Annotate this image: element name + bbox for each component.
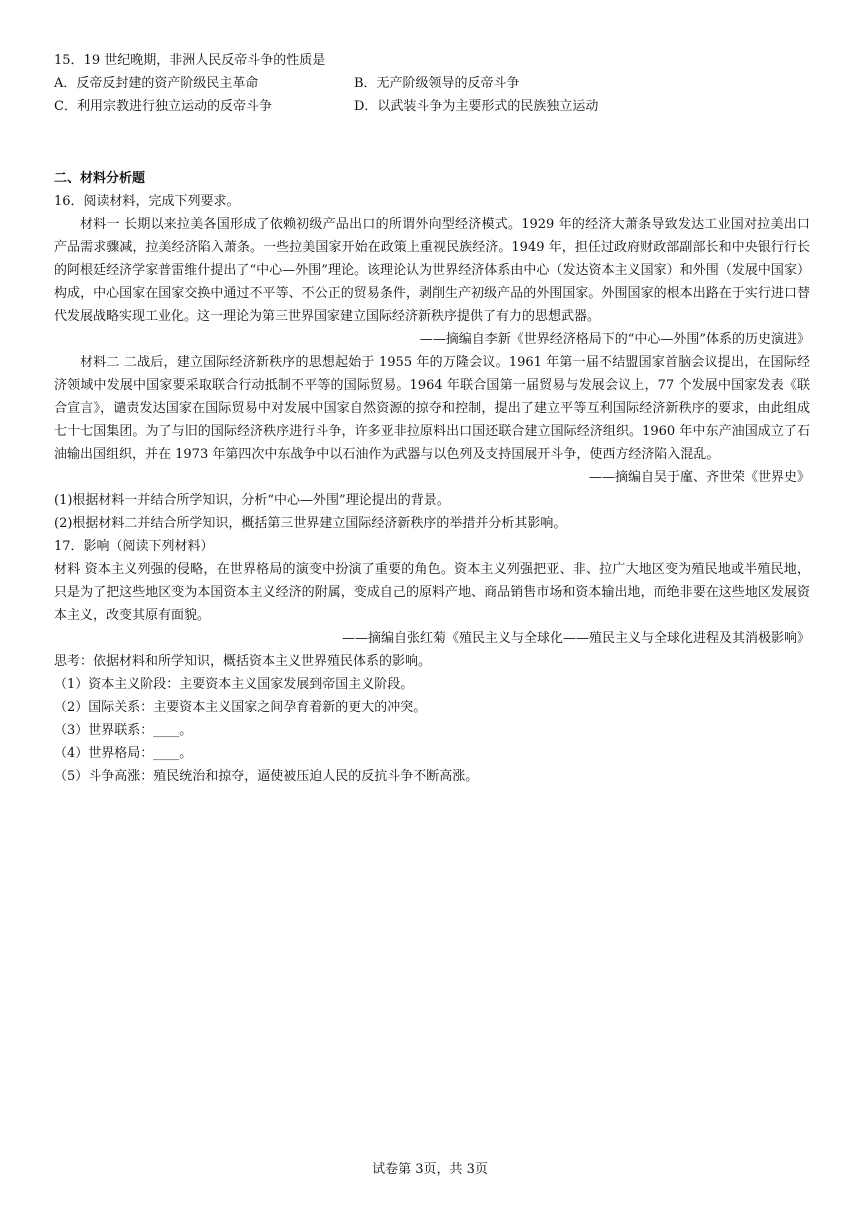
question-15 [54,49,810,118]
q17-item-3[interactable]: （3）世界联系：____。 [54,723,193,738]
q15-stem: 15．19 世纪晚期，非洲人民反帝斗争的性质是 [54,53,326,68]
q15-options-row-2 [54,95,810,118]
q17-item-2: （2）国际关系：主要资本主义国家之间孕育着新的更大的冲突。 [54,700,427,715]
q17-stem: 17．影响（阅读下列材料） [54,539,214,554]
q17-think: 思考：依据材料和所学知识，概括资本主义世界殖民体系的影响。 [54,654,432,669]
q16-source-1: ——摘编自李新《世界经济格局下的“中心—外围”体系的历史演进》 [419,332,810,347]
q16-stem: 16．阅读材料，完成下列要求。 [54,194,240,209]
section-2 [54,167,810,788]
q15-option-a[interactable]: A．反帝反封建的资产阶级民主革命 [54,76,259,91]
q15-option-b[interactable]: B．无产阶级领导的反帝斗争 [354,76,520,91]
q17-source: ——摘编自张红菊《殖民主义与全球化——殖民主义与全球化进程及其消极影响》 [341,631,810,646]
q15-options-row-1 [54,72,810,95]
q17-item-5: （5）斗争高涨：殖民统治和掠夺，逼使被压迫人民的反抗斗争不断高涨。 [54,769,479,784]
section-2-title: 二、材料分析题 [54,171,146,186]
page-footer: 试卷第 3页，共 3页 [372,1162,488,1177]
q17-material: 材料 资本主义列强的侵略，在世界格局的演变中扮演了重要的角色。资本主义列强把亚、非、拉广大地区变为殖民地或半殖民地，只是为了把这些地区变为本国资本主义经济的附属，变成自己的原料产地、商品销售市场和资本输出地，而绝非要在这些地区发展资本主义，改变其原有面貌。 [54,562,810,623]
q16-source-2: ——摘编自吴于廑、齐世荣《世界史》 [588,470,810,485]
q15-option-c[interactable]: C．利用宗教进行独立运动的反帝斗争 [54,99,272,114]
q16-material-1: 材料一 长期以来拉美各国形成了依赖初级产品出口的所谓外向型经济模式。1929 年的经济大萧条导致发达工业国对拉美出口产品需求骤减，拉美经济陷入萧条。一些拉美国家开始在政策上重视民族经济。1949 年，担任过政府财政部副部长和中央银行行长的阿根廷经济学家普雷维什提出了“中心—外围”理论。该理论认为世界经济体系由中心（发达资本主义国家）和外围（发展中国家）构成，中心国家在国家交换中通过不平等、不公正的贸易条件，剥削生产初级产品的外围国家。外围国家的根本出路在于实行进口替代发展战略实现工业化。这一理论为第三世界国家建立国际经济新秩序提供了有力的思想武器。 [54,217,810,324]
q17-item-1: （1）资本主义阶段：主要资本主义国家发展到帝国主义阶段。 [54,677,414,692]
q15-option-d[interactable]: D．以武装斗争为主要形式的民族独立运动 [354,99,599,114]
q16-sub-question-2: (2)根据材料二并结合所学知识，概括第三世界建立国际经济新秩序的举措并分析其影响。 [54,516,567,531]
q17-item-4[interactable]: （4）世界格局：____。 [54,746,193,761]
q16-sub-question-1: (1)根据材料一并结合所学知识，分析“中心—外围”理论提出的背景。 [54,493,450,508]
q16-material-2: 材料二 二战后，建立国际经济新秩序的思想起始于 1955 年的万隆会议。1961 年第一届不结盟国家首脑会议提出，在国际经济领域中发展中国家要采取联合行动抵制不平等的国际贸易。1964 年联合国第一届贸易与发展会议上，77 个发展中国家发表《联合宣言》，谴责发达国家在国际贸易中对发展中国家自然资源的掠夺和控制，提出了建立平等互利国际经济新秩序的要求，由此组成七十七国集团。为了与旧的国际经济秩序进行斗争，许多亚非拉原料出口国还联合建立国际经济组织。1960 年中东产油国成立了石油输出国组织，并在 1973 年第四次中东战争中以石油作为武器与以色列及支持国展开斗争，使西方经济陷入混乱。 [54,355,810,462]
